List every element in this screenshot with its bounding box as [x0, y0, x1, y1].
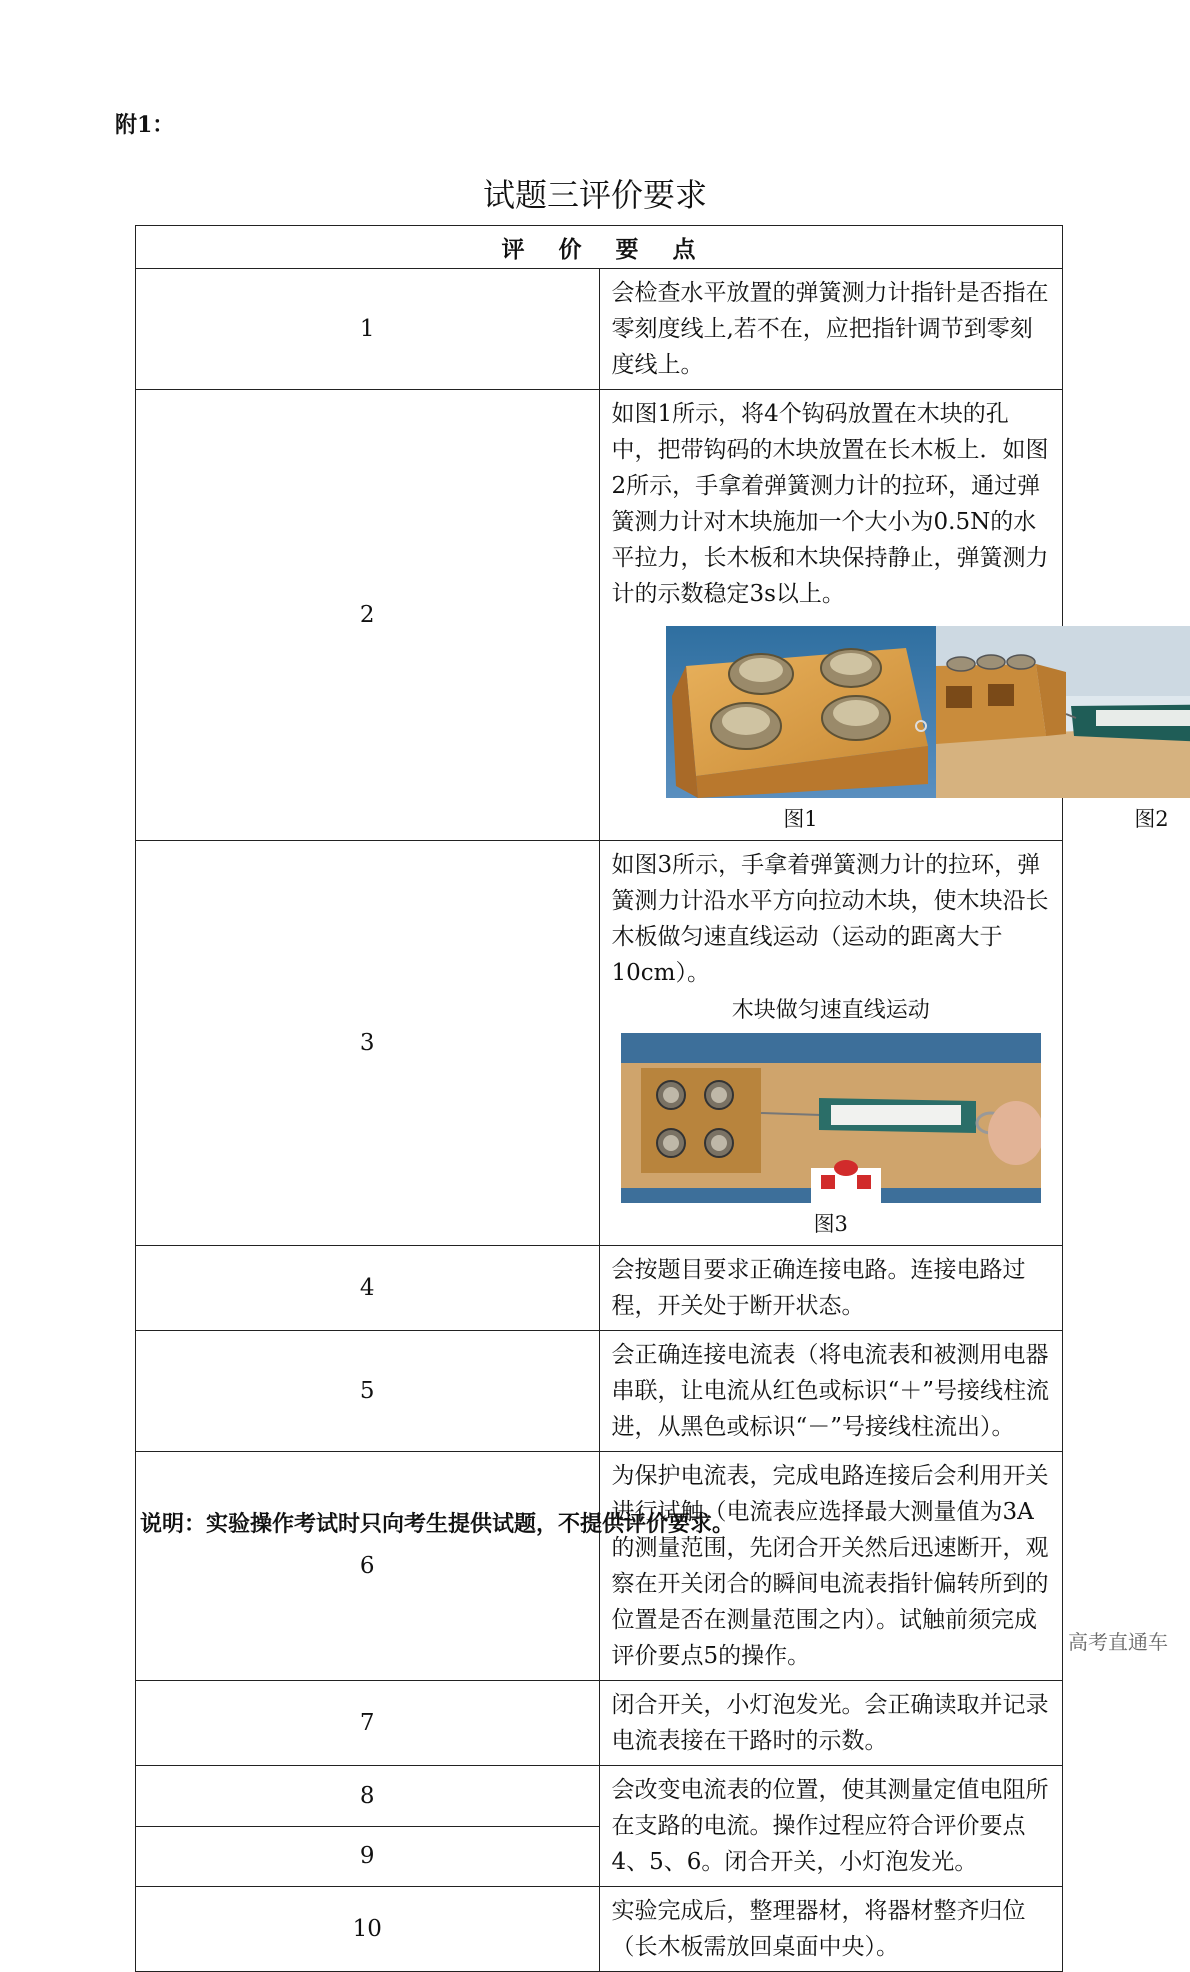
- figure-2-caption: 图2: [936, 804, 1190, 834]
- weights-on-block-photo: [666, 626, 936, 798]
- row-number: 8: [136, 1766, 600, 1827]
- figure-3-caption: 图3: [612, 1209, 1051, 1239]
- row-cell: [599, 841, 1063, 1246]
- table-row: [136, 841, 1063, 1246]
- table-row: [136, 1331, 1063, 1452]
- row-number: 7: [136, 1681, 600, 1766]
- row-number: 6: [136, 1452, 600, 1681]
- row-text: 会正确连接电流表（将电流表和被测用电器串联，让电流从红色或标识“＋”号接线柱流进，从黑色或标识“－”号接线柱流出）。: [599, 1331, 1063, 1452]
- table-row: [136, 390, 1063, 841]
- row-number: 9: [136, 1826, 600, 1887]
- figure-2: [936, 626, 1190, 834]
- table-header: 评价要点: [136, 226, 1063, 269]
- row-number: 10: [136, 1887, 600, 1972]
- table-row: [136, 269, 1063, 390]
- attachment-label: 附1：: [115, 108, 174, 139]
- row-text: 为保护电流表，完成电路连接后会利用开关进行试触（电流表应选择最大测量值为3A的测量范围，先闭合开关然后迅速断开，观察在开关闭合的瞬间电流表指针偏转所到的位置是否在测量范围之内）。试触前须完成评价要点5的操作。: [599, 1452, 1063, 1681]
- row-number: 1: [136, 269, 600, 390]
- row-number: 5: [136, 1331, 600, 1452]
- table-row: [136, 1452, 1063, 1681]
- table-row: [136, 1681, 1063, 1766]
- row-text: 会按题目要求正确连接电路。连接电路过程，开关处于断开状态。: [599, 1246, 1063, 1331]
- row-text: 会检查水平放置的弹簧测力计指针是否指在零刻度线上,若不在，应把指针调节到零刻度线上。: [599, 269, 1063, 390]
- figure-1: [666, 626, 936, 834]
- row-text: 闭合开关，小灯泡发光。会正确读取并记录电流表接在干路时的示数。: [599, 1681, 1063, 1766]
- row-text: 实验完成后，整理器材，将器材整齐归位（长木板需放回桌面中央）。: [599, 1887, 1063, 1972]
- evaluation-table: [135, 225, 1063, 1972]
- figure-row: [666, 626, 981, 834]
- figure-1-caption: 图1: [666, 804, 936, 834]
- figure-3: [612, 1033, 1051, 1239]
- row-number: 2: [136, 390, 600, 841]
- row-text: 如图3所示，手拿着弹簧测力计的拉环，弹簧测力计沿水平方向拉动木块，使木块沿长木板做匀速直线运动（运动的距离大于10cm）。: [612, 847, 1051, 991]
- table-row: [136, 1766, 1063, 1827]
- spring-scale-pulling-block-photo: [936, 626, 1190, 798]
- footnote: 说明：实验操作考试时只向考生提供试题，不提供评价要求。: [140, 1507, 734, 1538]
- table-header-row: [136, 226, 1063, 269]
- uniform-motion-photo: [621, 1033, 1041, 1203]
- row-text: 如图1所示，将4个钩码放置在木块的孔中，把带钩码的木块放置在长木板上．如图2所示，手拿着弹簧测力计的拉环，通过弹簧测力计对木块施加一个大小为0.5N的水平拉力，长木板和木块保持静止，弹簧测力计的示数稳定3s以上。: [612, 396, 1051, 612]
- table-row: [136, 1887, 1063, 1972]
- figure-3-title: 木块做匀速直线运动: [612, 995, 1051, 1027]
- watermark: 高考直通车: [1068, 1626, 1168, 1655]
- row-number: 3: [136, 841, 600, 1246]
- page-title: 试题三评价要求: [0, 170, 1190, 216]
- table-row: [136, 1246, 1063, 1331]
- row-text: 会改变电流表的位置，使其测量定值电阻所在支路的电流。操作过程应符合评价要点4、5、6。闭合开关，小灯泡发光。: [599, 1766, 1063, 1887]
- row-cell: [599, 390, 1063, 841]
- row-number: 4: [136, 1246, 600, 1331]
